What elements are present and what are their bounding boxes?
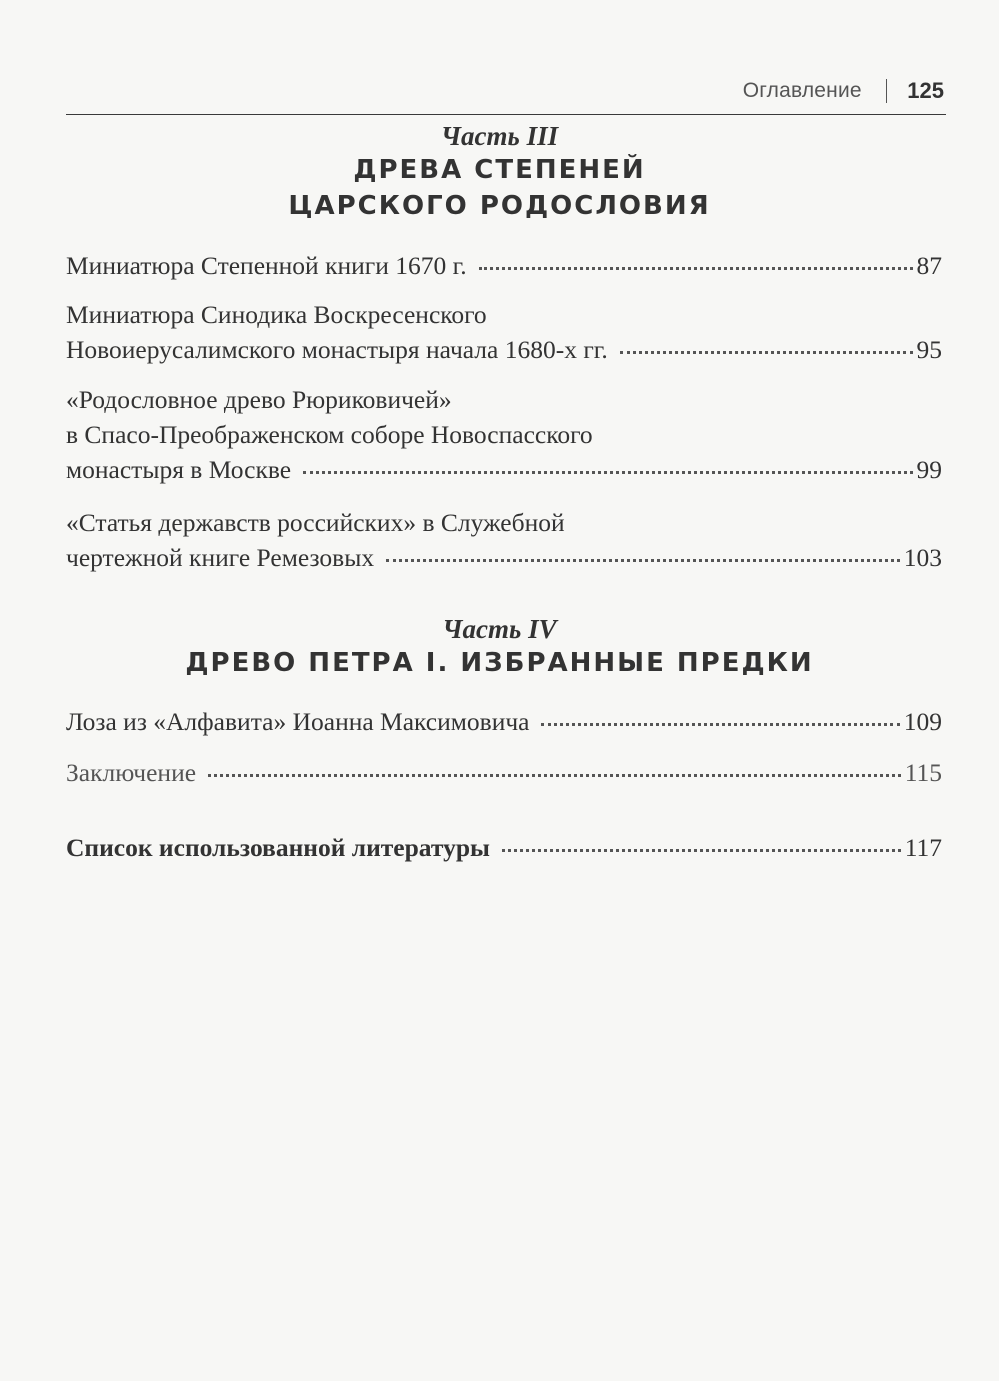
running-title: Оглавление [742,79,862,102]
toc-entry-page: 117 [904,833,942,862]
part-4-label: Часть IV [442,614,557,644]
header-separator [886,79,888,103]
toc-entry-title: «Статья державств российских» в Служебной [66,508,565,537]
toc-entry-title: чертежной книге Ремезовых [66,543,375,572]
toc-entry-title: Список использованной литературы [66,833,490,862]
part-3-title-line2: ЦАРСКОГО РОДОСЛОВИЯ [288,191,711,221]
toc-entry-page: 95 [916,335,942,364]
toc-entry-title: в Спасо-Преображенском соборе Новоспасского [66,420,593,449]
toc-entry-title: монастыря в Москве [66,455,292,484]
dot-leader [386,558,900,562]
part-3-heading [0,120,999,224]
toc-entry[interactable] [66,297,942,367]
toc-entry-title: Миниатюра Степенной книги 1670 г. [66,251,467,280]
toc-entry-title: Миниатюра Синодика Воскресенского [66,300,487,329]
dot-leader [541,722,899,726]
part-3-label: Часть III [440,121,559,151]
toc-entry-title: Заключение [66,758,197,787]
dot-leader [620,350,913,354]
toc-entry[interactable] [66,505,942,575]
toc-entry-title: Новоиерусалимского монастыря начала 1680-х гг. [66,335,608,364]
toc-entry[interactable] [66,248,942,283]
toc-entry-page: 103 [903,543,942,572]
dot-leader [479,266,913,270]
dot-leader [502,848,901,852]
toc-entry-bibliography[interactable] [66,830,942,865]
page-number: 125 [907,78,944,103]
dot-leader [208,773,901,777]
dot-leader [303,470,912,474]
toc-entry[interactable] [66,382,942,487]
toc-entry-conclusion[interactable] [66,755,942,790]
toc-entry-page: 99 [916,455,942,484]
toc-entry-page: 109 [903,707,942,736]
page-header [66,74,946,115]
part-3-title-line1: ДРЕВА СТЕПЕНЕЙ [353,155,646,185]
part-4-heading [0,613,999,681]
toc-entry-title: Лоза из «Алфавита» Иоанна Максимовича [66,707,530,736]
toc-entry[interactable] [66,704,942,739]
part-4-title: ДРЕВО ПЕТРА I. ИЗБРАННЫЕ ПРЕДКИ [185,648,814,678]
toc-entry-title: «Родословное древо Рюриковичей» [66,385,452,414]
toc-entry-page: 87 [916,251,942,280]
toc-entry-page: 115 [904,758,942,787]
